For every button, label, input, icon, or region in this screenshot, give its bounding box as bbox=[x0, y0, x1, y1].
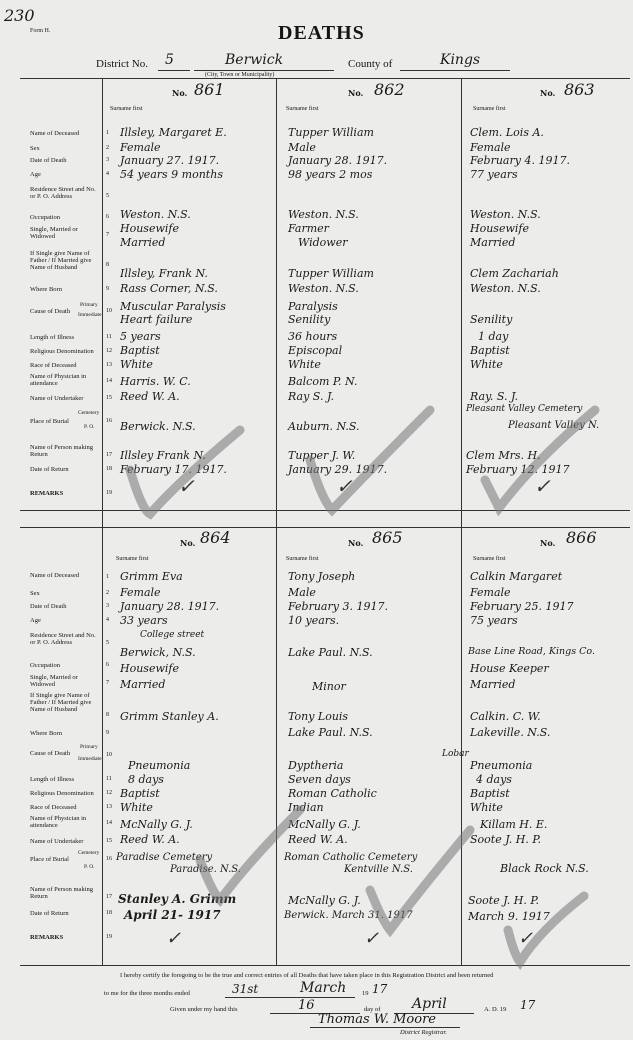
label-date-of-death: Date of Death bbox=[30, 157, 67, 164]
deceased-name: Tony Joseph bbox=[288, 570, 356, 583]
label-sex: Sex bbox=[30, 590, 40, 597]
return-person: Stanley A. Grimm bbox=[118, 892, 237, 906]
residence: College street bbox=[140, 630, 205, 640]
age: 75 years bbox=[470, 614, 518, 627]
entry-number: 861 bbox=[194, 80, 225, 99]
label-remarks: REMARKS bbox=[30, 934, 64, 941]
religion: Baptist bbox=[120, 787, 160, 800]
label-residence: Residence Street and No. or P. O. Address bbox=[30, 186, 96, 200]
label-person-making-return: Name of Person making Return bbox=[30, 886, 94, 900]
cause-immediate: Senility bbox=[288, 313, 331, 326]
pencil-stroke-icon bbox=[290, 400, 440, 520]
entry-number: 865 bbox=[372, 528, 403, 547]
deceased-name: Illsley, Margaret E. bbox=[120, 126, 227, 139]
undertaker: Ray S. J. bbox=[288, 390, 334, 403]
where-born: Lake Paul. N.S. bbox=[288, 726, 373, 739]
physician: McNally G. J. bbox=[120, 818, 193, 831]
district-number: 5 bbox=[165, 52, 174, 68]
occupation: House Keeper bbox=[470, 662, 549, 675]
given-text: Given under my hand this bbox=[170, 1006, 238, 1013]
label-po: P. O. bbox=[84, 424, 95, 430]
occupation: Housewife bbox=[120, 222, 179, 235]
undertaker: Reed W. A. bbox=[120, 390, 180, 403]
date-of-death: January 27. 1917. bbox=[120, 154, 220, 167]
checkmark-icon: ✓ bbox=[518, 928, 534, 949]
religion: Baptist bbox=[470, 344, 510, 357]
return-date: Berwick. March 31. 1917 bbox=[284, 910, 413, 921]
cause-immediate: Heart failure bbox=[120, 313, 193, 326]
checkmark-icon: ✓ bbox=[534, 474, 551, 498]
deceased-name: Calkin Margaret bbox=[470, 570, 563, 583]
checkmark-icon: ✓ bbox=[178, 474, 195, 498]
date-of-death: February 25. 1917 bbox=[470, 600, 574, 613]
length-of-illness: 5 years bbox=[120, 330, 161, 343]
religion: Episcopal bbox=[288, 344, 343, 357]
registrar-title: District Registrar. bbox=[400, 1029, 447, 1036]
age: 77 years bbox=[470, 168, 518, 181]
ad-year: 17 bbox=[520, 998, 536, 1012]
no-label: No. bbox=[180, 538, 196, 548]
return-person: McNally G. J. bbox=[288, 894, 361, 907]
residence: Weston. N.S. bbox=[288, 208, 359, 221]
ended-month: March bbox=[300, 980, 347, 996]
religion: Roman Catholic bbox=[288, 787, 377, 800]
where-born: Rass Corner, N.S. bbox=[120, 282, 218, 295]
label-place-of-burial: Place of Burial bbox=[30, 856, 69, 863]
ad-text: A. D. 19 bbox=[484, 1006, 507, 1013]
return-person: Soote J. H. P. bbox=[468, 894, 540, 907]
cause-primary: Lobar bbox=[442, 749, 469, 759]
cause-immediate: Senility bbox=[470, 313, 513, 326]
physician: Balcom P. N. bbox=[288, 375, 358, 388]
label-cemetery: Cemetery bbox=[78, 410, 100, 416]
return-date: March 9. 1917 bbox=[468, 910, 550, 923]
pencil-stroke-icon bbox=[500, 890, 590, 970]
cause-primary: Muscular Paralysis bbox=[120, 300, 226, 313]
ended-year-prefix: 19 bbox=[362, 990, 369, 997]
date-of-death: February 4. 1917. bbox=[470, 154, 570, 167]
return-date: January 29. 1917. bbox=[288, 463, 388, 476]
length-of-illness: 36 hours bbox=[288, 330, 338, 343]
checkmark-icon: ✓ bbox=[364, 928, 380, 949]
date-of-death: January 28. 1917. bbox=[288, 154, 388, 167]
given-month: April bbox=[412, 996, 447, 1012]
where-born: Lakeville. N.S. bbox=[470, 726, 551, 739]
entry-number: 864 bbox=[200, 528, 231, 547]
label-primary: Primary bbox=[80, 744, 98, 750]
label-occupation: Occupation bbox=[30, 214, 60, 221]
pencil-stroke-icon bbox=[360, 820, 480, 940]
no-label: No. bbox=[540, 88, 556, 98]
page-number: 230 bbox=[4, 6, 35, 25]
marital-status: Married bbox=[470, 236, 516, 249]
label-name-of-deceased: Name of Deceased bbox=[30, 572, 80, 579]
undertaker: Reed W. A. bbox=[120, 833, 180, 846]
surname-first-label: Surname first bbox=[286, 556, 319, 562]
length-of-illness: 1 day bbox=[478, 330, 509, 343]
occupation: Housewife bbox=[470, 222, 529, 235]
age: 33 years bbox=[120, 614, 168, 627]
cause-immediate: Pneumonia bbox=[128, 759, 191, 772]
label-cemetery: Cemetery bbox=[78, 850, 100, 856]
return-person: Clem Mrs. H. bbox=[466, 449, 541, 462]
label-father-husband: If Single give Name of Father / If Married give Name of Husband bbox=[30, 692, 92, 713]
label-father-husband: If Single give Name of Father / If Married give Name of Husband bbox=[30, 250, 92, 271]
surname-first-label: Surname first bbox=[473, 556, 506, 562]
label-length-of-illness: Length of Illness bbox=[30, 776, 75, 783]
burial-po: Black Rock N.S. bbox=[500, 862, 589, 875]
race: White bbox=[470, 358, 503, 371]
residence: Weston. N.S. bbox=[470, 208, 541, 221]
label-place-of-burial: Place of Burial bbox=[30, 418, 69, 425]
residence: Weston. N.S. bbox=[120, 208, 191, 221]
burial-po: Kentville N.S. bbox=[344, 864, 413, 875]
undertaker: Ray. S. J. bbox=[470, 390, 519, 403]
given-day: 16 bbox=[298, 998, 315, 1013]
pencil-stroke-icon bbox=[120, 410, 250, 520]
age: 10 years. bbox=[288, 614, 340, 627]
county-name: Kings bbox=[440, 52, 481, 68]
label-length-of-illness: Length of Illness bbox=[30, 334, 75, 341]
surname-first-label: Surname first bbox=[116, 556, 149, 562]
label-occupation: Occupation bbox=[30, 662, 60, 669]
burial-po: Auburn. N.S. bbox=[288, 420, 360, 433]
surname-first-label: Surname first bbox=[110, 106, 143, 112]
father-husband: Tupper William bbox=[288, 267, 374, 280]
label-race: Race of Deceased bbox=[30, 804, 77, 811]
label-remarks: REMARKS bbox=[30, 490, 64, 497]
physician: Harris. W. C. bbox=[120, 375, 191, 388]
undertaker: Reed W. A. bbox=[288, 833, 348, 846]
checkmark-icon: ✓ bbox=[336, 474, 353, 498]
label-marital-status: Single, Married or Widowed bbox=[30, 674, 78, 688]
label-immediate: Immediate bbox=[78, 312, 102, 318]
religion: Baptist bbox=[470, 787, 510, 800]
label-po: P. O. bbox=[84, 864, 95, 870]
father-husband: Clem Zachariah bbox=[470, 267, 559, 280]
religion: Baptist bbox=[120, 344, 160, 357]
length-of-illness: 8 days bbox=[128, 773, 164, 786]
length-of-illness: Seven days bbox=[288, 773, 351, 786]
cemetery: Paradise Cemetery bbox=[116, 852, 213, 863]
no-label: No. bbox=[172, 88, 188, 98]
marital-status: Widower bbox=[298, 236, 348, 249]
district-label: District No. bbox=[96, 58, 148, 70]
length-of-illness: 4 days bbox=[476, 773, 512, 786]
label-person-making-return: Name of Person making Return bbox=[30, 444, 94, 458]
form-label: Form H. bbox=[30, 28, 51, 34]
no-label: No. bbox=[540, 538, 556, 548]
entry-number: 863 bbox=[564, 80, 595, 99]
surname-first-label: Surname first bbox=[473, 106, 506, 112]
label-cause-of-death: Cause of Death bbox=[30, 750, 71, 757]
cause-immediate: Dyptheria bbox=[288, 759, 344, 772]
label-date-of-return: Date of Return bbox=[30, 910, 69, 917]
label-residence: Residence Street and No. or P. O. Address bbox=[30, 632, 96, 646]
entry-number: 862 bbox=[374, 80, 405, 99]
race: White bbox=[120, 358, 153, 371]
undertaker: Soote J. H. P. bbox=[470, 833, 542, 846]
father-husband: Grimm Stanley A. bbox=[120, 710, 219, 723]
cemetery: Pleasant Valley Cemetery bbox=[466, 404, 583, 414]
label-undertaker: Name of Undertaker bbox=[30, 395, 84, 402]
marital-status: Married bbox=[470, 678, 516, 691]
checkmark-icon: ✓ bbox=[166, 928, 182, 949]
marital-status: Married bbox=[120, 236, 166, 249]
label-cause-of-death: Cause of Death bbox=[30, 308, 71, 315]
page-title: DEATHS bbox=[278, 22, 365, 44]
label-age: Age bbox=[30, 617, 41, 624]
physician: Killam H. E. bbox=[480, 818, 548, 831]
pencil-stroke-icon bbox=[190, 800, 310, 910]
race: White bbox=[288, 358, 321, 371]
day-of-text: day of bbox=[364, 1006, 381, 1013]
label-religious-denomination: Religious Denomination bbox=[30, 348, 94, 355]
race: White bbox=[120, 801, 153, 814]
burial-po: Paradise. N.S. bbox=[170, 864, 241, 875]
label-physician: Name of Physician in attendance bbox=[30, 815, 87, 829]
ended-day: 31st bbox=[232, 982, 259, 996]
burial-po: Berwick. N.S. bbox=[120, 420, 196, 433]
pencil-stroke-icon bbox=[475, 400, 605, 520]
sex: Female bbox=[470, 586, 511, 599]
ended-year: 17 bbox=[372, 982, 388, 996]
label-undertaker: Name of Undertaker bbox=[30, 838, 84, 845]
cause-immediate: Pneumonia bbox=[470, 759, 533, 772]
label-date-of-death: Date of Death bbox=[30, 603, 67, 610]
label-where-born: Where Born bbox=[30, 286, 62, 293]
date-of-death: February 3. 1917. bbox=[288, 600, 388, 613]
no-label: No. bbox=[348, 88, 364, 98]
label-immediate: Immediate bbox=[78, 756, 102, 762]
occupation: Housewife bbox=[120, 662, 179, 675]
label-physician: Name of Physician in attendance bbox=[30, 373, 87, 387]
sex: Female bbox=[120, 586, 161, 599]
label-primary: Primary bbox=[80, 302, 98, 308]
sex: Male bbox=[288, 586, 316, 599]
registrar-signature: Thomas W. Moore bbox=[318, 1012, 436, 1027]
marital-status: Married bbox=[120, 678, 166, 691]
district-name: Berwick bbox=[225, 52, 284, 68]
county-label: County of bbox=[348, 58, 393, 70]
cemetery: Roman Catholic Cemetery bbox=[284, 852, 418, 863]
residence-town: Lake Paul. N.S. bbox=[288, 646, 373, 659]
label-marital-status: Single, Married or Widowed bbox=[30, 226, 78, 240]
age: 98 years 2 mos bbox=[288, 168, 373, 181]
sex: Male bbox=[288, 141, 316, 154]
return-person: Illsley Frank N. bbox=[120, 449, 206, 462]
label-name-of-deceased: Name of Deceased bbox=[30, 130, 80, 137]
surname-first-label: Surname first bbox=[286, 106, 319, 112]
deceased-name: Tupper William bbox=[288, 126, 374, 139]
race: Indian bbox=[288, 801, 324, 814]
label-race: Race of Deceased bbox=[30, 362, 77, 369]
burial-po: Pleasant Valley N. bbox=[508, 420, 600, 431]
where-born: Weston. N.S. bbox=[288, 282, 359, 295]
label-where-born: Where Born bbox=[30, 730, 62, 737]
deceased-name: Grimm Eva bbox=[120, 570, 183, 583]
sex: Female bbox=[470, 141, 511, 154]
return-date: April 21- 1917 bbox=[124, 908, 221, 922]
label-religious-denomination: Religious Denomination bbox=[30, 790, 94, 797]
entry-number: 866 bbox=[566, 528, 597, 547]
date-of-death: January 28. 1917. bbox=[120, 600, 220, 613]
district-sub: (City, Town or Municipality) bbox=[205, 72, 275, 78]
certify-text: I hereby certify the foregoing to be the true and correct entries of all Deaths that have taken place in this Registration District and been returned bbox=[120, 972, 494, 979]
label-date-of-return: Date of Return bbox=[30, 466, 69, 473]
occupation: Farmer bbox=[288, 222, 329, 235]
cause-primary: Paralysis bbox=[288, 300, 338, 313]
return-date: February 17. 1917. bbox=[120, 463, 227, 476]
deceased-name: Clem. Lois A. bbox=[470, 126, 544, 139]
residence-town: Base Line Road, Kings Co. bbox=[468, 646, 595, 657]
age: 54 years 9 months bbox=[120, 168, 223, 181]
label-age: Age bbox=[30, 171, 41, 178]
return-person: Tupper J. W. bbox=[288, 449, 356, 462]
return-date: February 12. 1917 bbox=[466, 463, 570, 476]
marital-status: Minor bbox=[312, 680, 346, 693]
residence-town: Berwick, N.S. bbox=[120, 646, 196, 659]
label-sex: Sex bbox=[30, 145, 40, 152]
father-husband: Tony Louis bbox=[288, 710, 349, 723]
where-born: Weston. N.S. bbox=[470, 282, 541, 295]
certify-text-2: to me for the three months ended bbox=[104, 990, 190, 997]
father-husband: Illsley, Frank N. bbox=[120, 267, 208, 280]
physician: McNally G. J. bbox=[288, 818, 361, 831]
race: White bbox=[470, 801, 503, 814]
no-label: No. bbox=[348, 538, 364, 548]
father-husband: Calkin. C. W. bbox=[470, 710, 541, 723]
sex: Female bbox=[120, 141, 161, 154]
